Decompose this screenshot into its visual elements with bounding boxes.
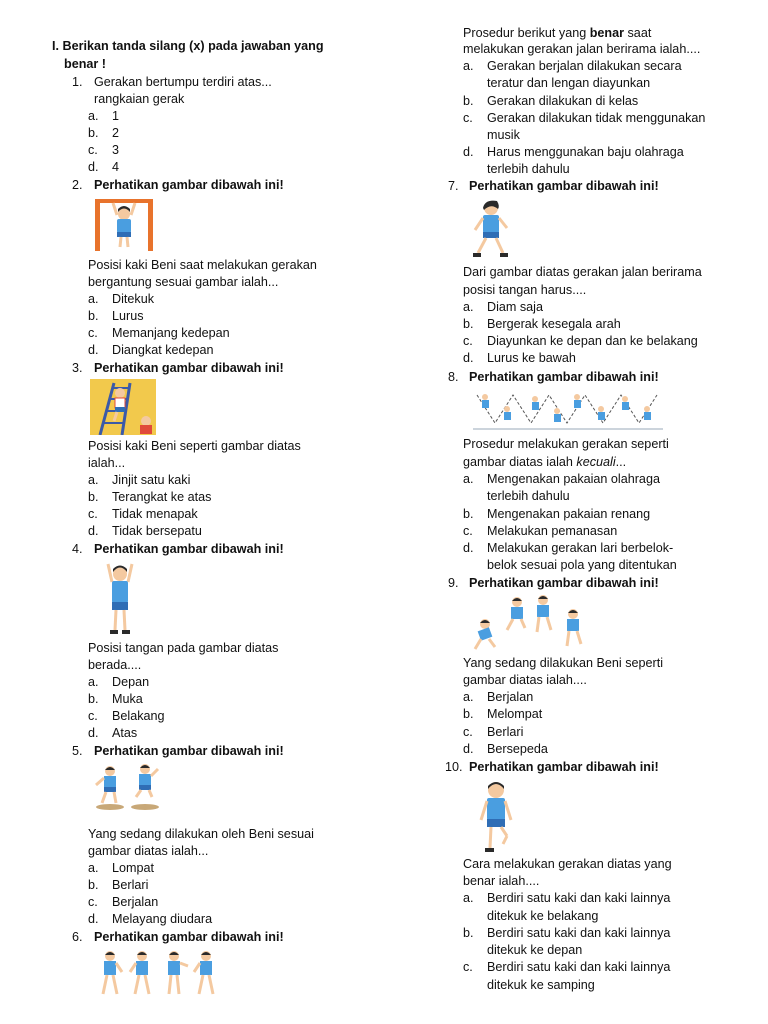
q7-option-a[interactable]: Diam saja <box>487 300 543 314</box>
q10-option-letter: c. <box>463 960 473 974</box>
q9-option-b[interactable]: Melompat <box>487 707 543 721</box>
walking-girl-illustration <box>467 198 519 260</box>
q4-option-letter: b. <box>88 692 99 706</box>
running-sequence-illustration <box>471 592 589 654</box>
q3-number: 3. <box>72 361 83 375</box>
q5-option-c[interactable]: Berjalan <box>112 895 159 909</box>
q7-number: 7. <box>448 179 459 193</box>
q10-option-a-cont[interactable]: ditekuk ke belakang <box>487 909 599 923</box>
arms-raised-illustration <box>100 560 140 638</box>
q8-text-cont <box>463 454 626 471</box>
q5-option-letter: b. <box>88 878 99 892</box>
q9-option-letter: b. <box>463 707 474 721</box>
section-title-cont: benar ! <box>64 57 106 71</box>
q6-option-letter: d. <box>463 145 474 159</box>
q4-option-b[interactable]: Muka <box>112 692 143 706</box>
q8-option-d-cont[interactable]: belok sesuai pola yang ditentukan <box>487 558 677 572</box>
q9-option-c[interactable]: Berlari <box>487 725 524 739</box>
q5-text: Yang sedang dilakukan oleh Beni sesuai <box>88 827 314 841</box>
q6-number: 6. <box>72 930 83 944</box>
q4-option-a[interactable]: Depan <box>112 675 150 689</box>
q9-option-letter: d. <box>463 742 474 756</box>
q7-option-letter: d. <box>463 351 474 365</box>
q5-text-cont: gambar diatas ialah... <box>88 844 209 858</box>
q8-option-letter: b. <box>463 507 474 521</box>
q6-option-d[interactable]: Harus menggunakan baju olahraga <box>487 145 684 159</box>
q10-text: Cara melakukan gerakan diatas yang <box>463 857 672 871</box>
q6-text <box>463 25 651 42</box>
q8-text-pre: gambar diatas ialah <box>463 455 577 469</box>
q1-option-b[interactable]: 2 <box>112 126 120 140</box>
q7-option-d[interactable]: Lurus ke bawah <box>487 351 576 365</box>
climbing-ladder-illustration <box>90 379 156 435</box>
q8-option-letter: d. <box>463 541 474 555</box>
q10-number: 10. <box>445 760 463 774</box>
q5-option-letter: c. <box>88 895 98 909</box>
q5-prompt: Perhatikan gambar dibawah ini! <box>94 744 284 758</box>
q8-number: 8. <box>448 370 459 384</box>
q8-option-letter: a. <box>463 472 474 486</box>
q5-number: 5. <box>72 744 83 758</box>
q9-text-cont: gambar diatas ialah.... <box>463 673 587 687</box>
q6-option-c[interactable]: Gerakan dilakukan tidak menggunakan <box>487 111 706 125</box>
q1-text: Gerakan bertumpu terdiri atas... <box>94 75 272 89</box>
q10-option-c[interactable]: Berdiri satu kaki dan kaki lainnya <box>487 960 671 974</box>
q8-option-b[interactable]: Mengenakan pakaian renang <box>487 507 651 521</box>
q4-option-c[interactable]: Belakang <box>112 709 165 723</box>
q3-prompt: Perhatikan gambar dibawah ini! <box>94 361 284 375</box>
q10-text-cont: benar ialah.... <box>463 874 540 888</box>
q10-prompt: Perhatikan gambar dibawah ini! <box>469 760 659 774</box>
q6-text-post: saat <box>624 26 652 40</box>
q7-prompt: Perhatikan gambar dibawah ini! <box>469 179 659 193</box>
q4-option-letter: c. <box>88 709 98 723</box>
q6-option-letter: c. <box>463 111 473 125</box>
q10-option-letter: a. <box>463 891 474 905</box>
q1-option-letter: c. <box>88 143 98 157</box>
q7-option-b[interactable]: Bergerak kesegala arah <box>487 317 621 331</box>
q9-text: Yang sedang dilakukan Beni seperti <box>463 656 664 670</box>
q5-option-letter: a. <box>88 861 99 875</box>
q6-option-a[interactable]: Gerakan berjalan dilakukan secara <box>487 59 682 73</box>
hanging-bar-illustration <box>91 197 157 251</box>
q6-option-c-cont[interactable]: musik <box>487 128 520 142</box>
q4-number: 4. <box>72 542 83 556</box>
q4-option-letter: d. <box>88 726 99 740</box>
q8-prompt: Perhatikan gambar dibawah ini! <box>469 370 659 384</box>
q1-number: 1. <box>72 75 83 89</box>
q4-prompt: Perhatikan gambar dibawah ini! <box>94 542 284 556</box>
q7-text-cont: posisi tangan harus.... <box>463 283 587 297</box>
q6-text-bold: benar <box>589 26 625 40</box>
q3-text-cont: ialah... <box>88 456 126 470</box>
q2-option-d[interactable]: Diangkat kedepan <box>112 343 214 357</box>
q5-option-d[interactable]: Melayang diudara <box>112 912 213 926</box>
q2-option-letter: a. <box>88 292 99 306</box>
q1-text-cont: rangkaian gerak <box>94 92 185 106</box>
q10-option-c-cont[interactable]: ditekuk ke samping <box>487 978 595 992</box>
q2-option-a[interactable]: Ditekuk <box>112 292 154 306</box>
q2-prompt: Perhatikan gambar dibawah ini! <box>94 178 284 192</box>
q1-option-a[interactable]: 1 <box>112 109 120 123</box>
q3-option-c[interactable]: Tidak menapak <box>112 507 198 521</box>
rhythmic-walking-illustration <box>96 948 224 1004</box>
q6-option-b[interactable]: Gerakan dilakukan di kelas <box>487 94 639 108</box>
q2-text: Posisi kaki Beni saat melakukan gerakan <box>88 258 317 272</box>
q4-text-cont: berada.... <box>88 658 142 672</box>
q10-option-b[interactable]: Berdiri satu kaki dan kaki lainnya <box>487 926 671 940</box>
q1-option-letter: a. <box>88 109 99 123</box>
q3-option-a[interactable]: Jinjit satu kaki <box>112 473 191 487</box>
q9-number: 9. <box>448 576 459 590</box>
q8-option-letter: c. <box>463 524 473 538</box>
q1-option-c[interactable]: 3 <box>112 143 120 157</box>
q6-text-cont: melakukan gerakan jalan berirama ialah.... <box>463 42 701 56</box>
q3-text: Posisi kaki Beni seperti gambar diatas <box>88 439 301 453</box>
q2-option-b[interactable]: Lurus <box>112 309 144 323</box>
q9-option-d[interactable]: Bersepeda <box>487 742 548 756</box>
q4-option-d[interactable]: Atas <box>112 726 138 740</box>
q5-option-a[interactable]: Lompat <box>112 861 155 875</box>
q3-option-b[interactable]: Terangkat ke atas <box>112 490 212 504</box>
q8-option-a[interactable]: Mengenakan pakaian olahraga <box>487 472 660 486</box>
q3-option-letter: d. <box>88 524 99 538</box>
q7-option-letter: a. <box>463 300 474 314</box>
q8-text-italic: kecuali <box>576 455 616 469</box>
q8-option-a-cont[interactable]: terlebih dahulu <box>487 489 570 503</box>
standing-one-leg-illustration <box>475 778 517 854</box>
q1-option-letter: b. <box>88 126 99 140</box>
q9-option-letter: a. <box>463 690 474 704</box>
q8-option-d[interactable]: Melakukan gerakan lari berbelok- <box>487 541 674 555</box>
q7-option-letter: b. <box>463 317 474 331</box>
q9-option-a[interactable]: Berjalan <box>487 690 534 704</box>
q8-text: Prosedur melakukan gerakan seperti <box>463 437 669 451</box>
q7-text: Dari gambar diatas gerakan jalan berirama <box>463 265 702 279</box>
q1-option-letter: d. <box>88 160 99 174</box>
q2-option-letter: d. <box>88 343 99 357</box>
q7-option-c[interactable]: Diayunkan ke depan dan ke belakang <box>487 334 698 348</box>
q9-option-letter: c. <box>463 725 473 739</box>
q2-option-c[interactable]: Memanjang kedepan <box>112 326 230 340</box>
q9-prompt: Perhatikan gambar dibawah ini! <box>469 576 659 590</box>
q6-option-letter: a. <box>463 59 474 73</box>
q4-text: Posisi tangan pada gambar diatas <box>88 641 279 655</box>
q6-option-d-cont[interactable]: terlebih dahulu <box>487 162 570 176</box>
q3-option-d[interactable]: Tidak bersepatu <box>112 524 202 538</box>
jumping-illustration <box>90 763 164 815</box>
q5-option-letter: d. <box>88 912 99 926</box>
q5-option-b[interactable]: Berlari <box>112 878 149 892</box>
q3-option-letter: a. <box>88 473 99 487</box>
q10-option-letter: b. <box>463 926 474 940</box>
q6-text-pre: Prosedur berikut yang <box>463 26 590 40</box>
q6-option-letter: b. <box>463 94 474 108</box>
q6-prompt: Perhatikan gambar dibawah ini! <box>94 930 284 944</box>
q2-text-cont: bergantung sesuai gambar ialah... <box>88 275 279 289</box>
q4-option-letter: a. <box>88 675 99 689</box>
section-title: I. Berikan tanda silang (x) pada jawaban yang <box>52 39 324 53</box>
q10-option-b-cont[interactable]: ditekuk ke depan <box>487 943 583 957</box>
q7-option-letter: c. <box>463 334 473 348</box>
q3-option-letter: c. <box>88 507 98 521</box>
q6-option-a-cont[interactable]: teratur dan lengan diayunkan <box>487 76 651 90</box>
q1-option-d[interactable]: 4 <box>112 160 120 174</box>
q10-option-a[interactable]: Berdiri satu kaki dan kaki lainnya <box>487 891 671 905</box>
q8-text-post: ... <box>615 455 627 469</box>
q8-option-c[interactable]: Melakukan pemanasan <box>487 524 618 538</box>
q2-option-letter: b. <box>88 309 99 323</box>
q3-option-letter: b. <box>88 490 99 504</box>
q2-number: 2. <box>72 178 83 192</box>
zigzag-running-illustration <box>473 389 663 433</box>
q2-option-letter: c. <box>88 326 98 340</box>
